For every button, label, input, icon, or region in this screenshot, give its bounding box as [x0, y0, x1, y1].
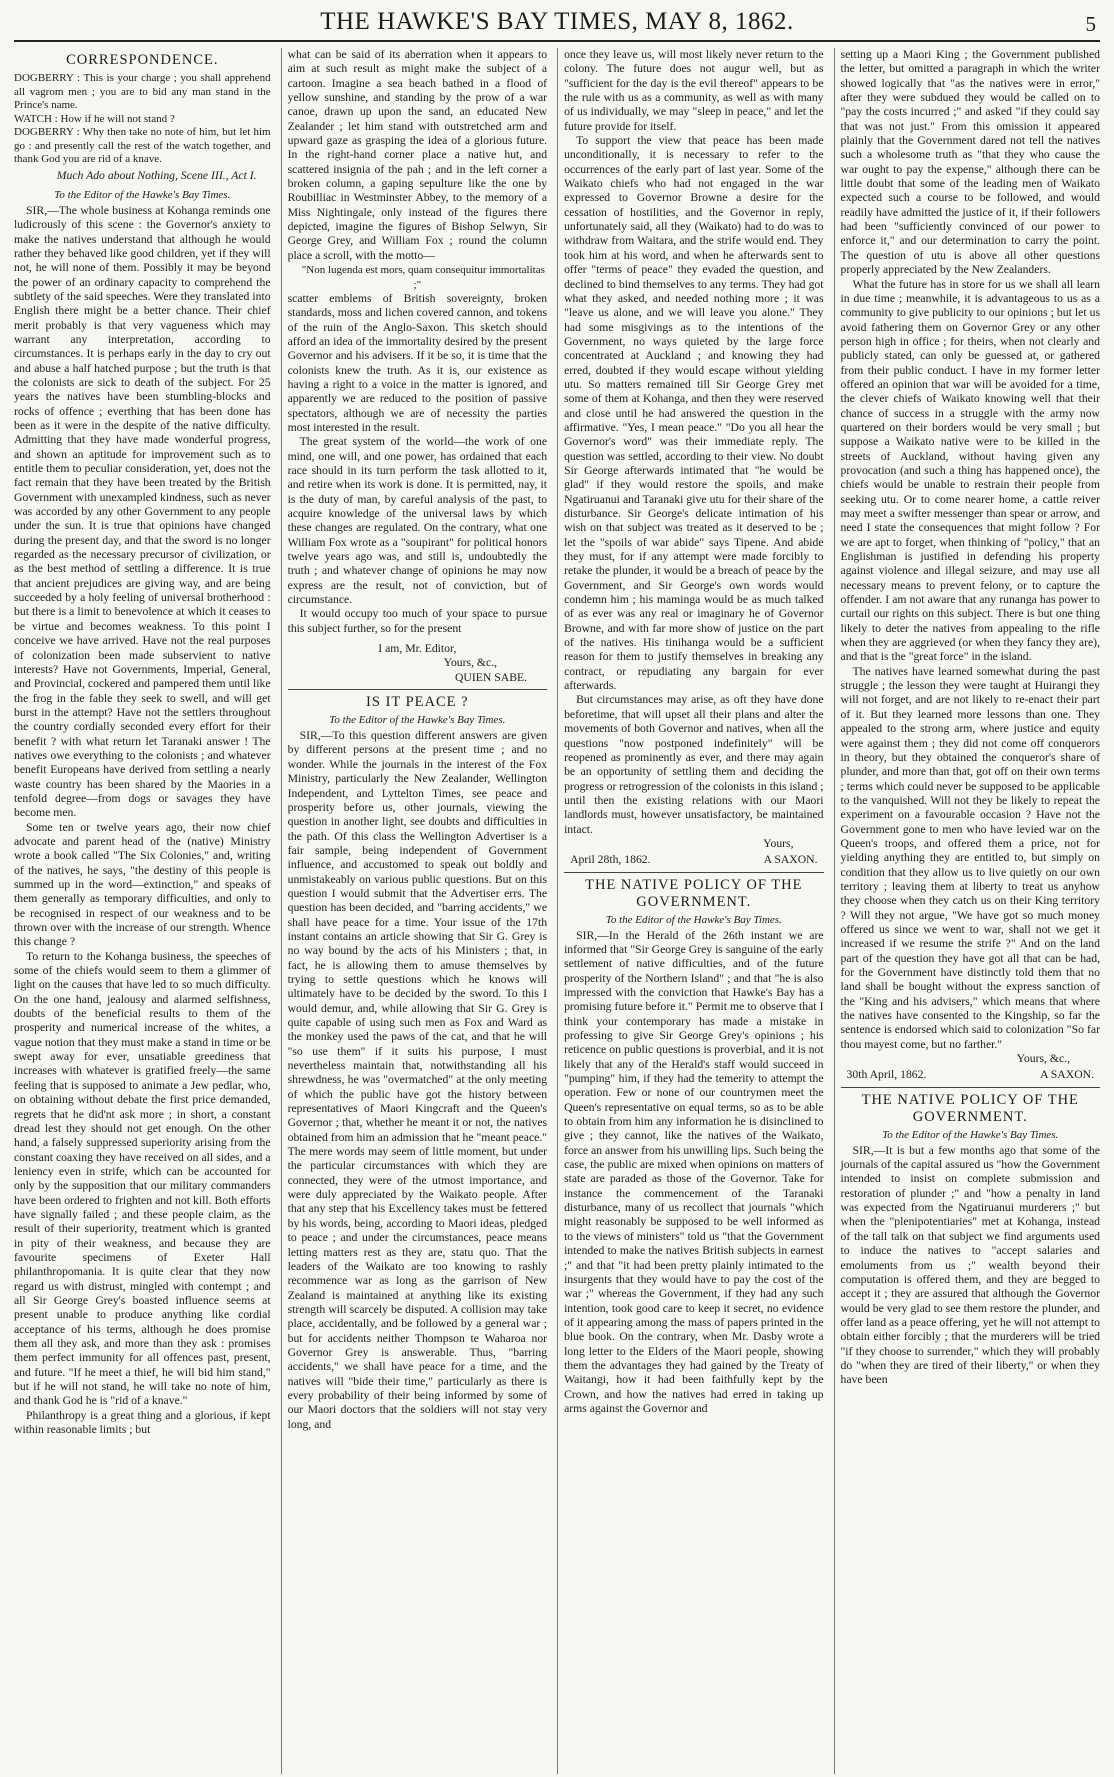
column-1: [14, 48, 271, 1774]
letter-address: To the Editor of the Hawke's Bay Times.: [54, 188, 231, 201]
signoff-line: I am, Mr. Editor,: [378, 642, 457, 656]
signoff-line: Yours, &c.,: [1016, 1052, 1070, 1066]
epigraph-line: DOGBERRY : Why then take no note of him, but let him go : and presently call the rest of the watch together, and thank God you are rid of a knave.: [14, 126, 271, 165]
letter-paragraph: The great system of the world—the work of one mind, one will, and one power, has ordained that each race should in its turn perform the task allotted to it, and retire when its work is done. It is permitted, nay, it is the duty of man, by careful analysis of the past, to acquire knowledge of the universal laws by which these changes are regulated. On the contrary, what one William Fox wrote as a "soupirant" for political honors twelve years ago was, and still is, undoubtedly the truth ; and whatever change of opinions he may now express are the result, not of conviction, but of circumstance.: [287, 435, 548, 607]
letter-date: April 28th, 1862.: [570, 853, 651, 867]
letter-paragraph: The natives have learned somewhat during the past struggle ; the lesson they were taught at Huirangi they will not forget, and are not likely to re-enact their part of it. But they learned more lessons than one. They appealed to the strong arm, where justice and equity were against them ; they did not come off conquerors in theory, but they obtained the conqueror's share of plunder, and more than that, got off on their own terms ; terms which could never be supposed to be applicable to the vanquished. Will not they be likely to repeat the experiment on a favourable occasion ? Have not the Government gone to men who have levied war on the Queen's troops, and offered them a price, not for yielding anything they are entitled to, but simply on condition that they allow us to live quietly on our own territory ; leaving them at liberty to treat us anyhow they choose when they catch us on their King territory ? Will they not argue, "We have got so much money offered us since we went to war, shall not we get it increased if we resume the strife ?" And on the land part of the question they have got all that can be had, for the Government have distinctly told them that no land shall be bought without the express sanction of the "King and his advisers," which means that where the natives have consented to the Kingship, so far the sentence is endorsed which said to colonization "So far thou mayest come, but no farther.": [840, 664, 1100, 1051]
letter-paragraph: setting up a Maori King ; the Government published the letter, but omitted a paragraph in which the writer showed logically that "as the natives were in error," after they were subdued they would be called on to "pay the costs incurred ;" and asked "if they could say that was not just." From this omission it appeared plainly that the Government dared not tell the natives such a wholesome truth as "that they who cause the war ought to pay the expense," although there can be little doubt that some of the leading men of Waikato expected such a course to be followed, and would readily have admitted the justice of it, if their followers had been "sufficiently convinced of our power to enforce it," and our determination to carry the point. The question of utu is above all other questions properly appreciated by the New Zealanders.: [840, 48, 1100, 277]
letter-paragraph: It would occupy too much of your space to pursue this subject further, so for the present: [287, 607, 548, 635]
letter-paragraph: SIR,—It is but a few months ago that some of the journals of the capital assured us "how the Government intended to insist on complete submission and restoration of plunder ;" and "how a penalty in land was expected from the Ngatiruanui murderers ;" but when the "plenipotentiaries" met at Kohanga, instead of the tall talk on that subject we find arguments used to induce the natives to "accept salaries and emoluments from us ;" wealth beyond their computation is offered them, and they are begged to accept it ; they are assured that although the Governor would be very glad to see them restore the plunder, and offer land as a peace offering, yet he will not attempt to obtain either forcibly ; that the murderers will be tried "if they choose to surrender," which they will probably do "when they are tired of their liberty," or when they have been: [840, 1143, 1100, 1387]
letter-address: To the Editor of the Hawke's Bay Times.: [329, 714, 506, 727]
column-3: [557, 48, 823, 1774]
signature: QUIEN SABE.: [454, 670, 528, 684]
letter-paragraph: Philanthropy is a great thing and a glorious, if kept within reasonable limits ; but: [14, 1408, 271, 1437]
section-heading-native-policy: THE NATIVE POLICY OF THE GOVERNMENT.: [861, 1091, 1079, 1125]
column-2: [281, 48, 547, 1774]
column-4: [834, 48, 1100, 1774]
signature: A SAXON.: [1040, 1068, 1094, 1082]
letter-paragraph: What the future has in store for us we shall all learn in due time ; meanwhile, it is advantageous to us as a community to give publicity to our opinions ; but let us avoid fathering them on Governor Grey or any other person high in office ; for theirs, when not clearly and publicly stated, can only be guessed at, or gathered from their public conduct. I have in my former letter offered an opinion that war will be avoided for a time, the clever chiefs of Waikato knowing well that their chance of success in a struggle with the army now quartered on their borders would be very small ; but suppose a Waikato native were to be killed in the streets of Auckland, without having given any provocation (and such a thing has happened once), the chiefs would be unable to restrain their people from seeking utu. Or to come nearer home, a cattle reiver may meet a swifter messenger than spear or arrow, and need I state the consequences that might follow ? For we are apt to forget, when thinking of "policy," that an Englishman is justified in defending his property against violence and illegal seizure, and may use all necessary means to prevent felony, or to capture the offender. I am not aware that any runanga has power to curtail our rights on this subject. There is but one thing likely to deter the natives from appealing to the rifle when they are aggrieved (or when they fancy they are), and that is the "great force" in the island.: [840, 277, 1100, 664]
section-divider: [841, 1087, 1100, 1088]
epigraph-line: WATCH : How if he will not stand ?: [14, 112, 175, 125]
letter-paragraph: what can be said of its aberration when it appears to aim at such result as might make the subject of a cartoon. Imagine a sea beach bathed in a flood of yellow sunshine, and standing by the prow of a war canoe, drawn up upon the sand, an educated New Zealander ; let him stand with outstretched arm and upward gaze as grasping the idea of a glorious future. In the right-hand corner place a native hut, and scattered insignia of the pah ; and in the left corner a broken column, a gaping sepulture like the one by Roubilliac in Westminster Abbey, to the memory of a Miss Nightingale, only instead of the figures there depicted, imagine the figures of Bishop Selwyn, Sir George Grey, and William Fox ; round the column place a scroll, with the motto—: [287, 48, 548, 262]
letter-paragraph: To support the view that peace has been made unconditionally, it is necessary to refer to the occurrences of the early part of last year. Some of the Waikato chiefs who had not engaged in the war expressed to Governor Browne a desire for the cessation of hostilities, and the Governor in reply, unfortunately said, all they (Waikato) had to do was to withdraw from Waitara, and the strife would end. They took him at his word, and when he afterwards sent to offer "terms of peace" they evaded the question, and declined to bind themselves to any terms. They had got what they asked, and needed nothing more ; it was "leave us alone, and we will leave you alone." They had some misgivings as to the intentions of the Government, no ways quieted by the large force concentrated at Auckland ; and knowing they had erred, doubted if they would escape without yielding utu. So matters remained till Sir George Grey met some of them at Kohanga, and then they were reserved and close until he had answered the question in the affirmative. "Yes, I mean peace." "Do you all hear the Governor's word" was their immediate reply. The question was settled, according to their view. No doubt Sir George afterwards intimated that "he would be glad" if they would restore the spoils, and make Ngatiruanui and Taranaki give utu for their share of the disturbance. Sir George's delicate intimation of his wish on that subject was treated as it deserved to be ; let the "spoils of war abide" says Tipene. And abide they must, for if any attempt were made forcibly to retake the plunder, it would be a breach of peace by the Government, and Sir George's own words would condemn him ; his maminga would be as much talked of as ever was any real or imaginary he of Governor Browne, and with far more show of justice on the part of the natives. His tinihanga would be a sufficient reason for them to justify themselves in breaking any contract, or repudiating any bargain for ever afterwards.: [564, 134, 824, 693]
letter-paragraph: scatter emblems of British sovereignty, broken standards, moss and lichen covered cannon, and tokens of the ruin of the Anglo-Saxon. This sketch should afford an idea of the immortality desired by the present Governor and his advisers. If it be so, it is time that the colonists knew the truth. As it is, our existence as having a right to a voice in the matter is ignored, and apparently we are reduced to the position of passive spectators, although we are of necessity the parties most interested in the result.: [287, 291, 548, 434]
letter-paragraph: But circumstances may arise, as oft they have done beforetime, that will upset all their plans and alter the movements of both Governor and natives, when all the questions "now postponed indefinitely" will be reopened as prominently as ever, and there may again be an opportunity of settling them and deciding the progress or retrogression of the colonists in this island ; until then the existing relations with our Maori landlords must, however unsatisfactory, be maintained intact.: [564, 693, 824, 836]
letter-paragraph: Some ten or twelve years ago, their now chief advocate and parent head of the (native) Ministry wrote a book called "The Six Colonies," and, writing of the natives, he says, "the destiny of this people is summed up in the word—extinction," and speaks of them generally as temporary difficulties, and only to be recognised in respect of our weakness and to be thrown over with the increase of our strength. Whence this change ?: [14, 820, 271, 949]
masthead: [14, 6, 1100, 42]
letter-paragraph: SIR,—In the Herald of the 26th instant we are informed that "Sir George Grey is sanguine of the early settlement of native difficulties, and of the future prosperity of the Northern Island" ; and that "he is also impressed with the conviction that Hawke's Bay has a promising future before it." Permit me to observe that I think your contemporary has made a mistake in professing to give Sir George Grey's opinions ; his reticence on public questions is proverbial, and it is not likely that any of the Herald's staff would succeed in "pumping" him, if they had the temerity to attempt the operation. Few or none of our countrymen meet the Queen's representative on equal terms, so as to be able to obtain from him any information he is disinclined to give ; they cannot, like the natives of the Waikato, force an answer from his unwilling lips. Such being the case, the public are mixed when opinions on matters of state are paraded as those of the Governor. Take for instance the commencement of the Taranaki disturbance, many of us recollect that journals "which might reasonably be supposed to be well informed as to the views of ministers" told us "that the Government intended to make the natives British subjects in earnest ;" and that "it had been pretty plainly intimated to the insurgents that they would have to pay the cost of the war ;" whereas the Government, if they had any such intention, took good care to keep it secret, no evidence of it appearing among the mass of papers printed in the blue book. On the contrary, when Mr. Dasby wrote a long letter to the Elders of the Maori people, showing them the advantages they had gained by the Treaty of Waitangi, how it had been faithfully kept by the Crown, and how the natives had erred in taking up arms against the Governor and: [564, 928, 824, 1415]
dateline: [841, 1068, 1100, 1082]
epigraph-line: DOGBERRY : This is your charge ; you shall apprehend all vagrom men ; you are to bid any man stand in the Prince's name.: [14, 72, 271, 111]
letter-paragraph: SIR,—The whole business at Kohanga reminds one ludicrously of this scene : the Governor's anxiety to make the natives understand that although he would rather they behaved like good children, yet if they will not, he will none of them. Possibly it may be beyond the power of an ordinary capacity to comprehend the subtlety of the said speeches. Were they translated into English there might be a better chance. Their chief merit probably is that very vagueness which may warrant any interpretation, according to circumstances. It is perhaps early in the day to cry out and abuse a half hatched purpose ; but the truth is that the colonists are sick to death of the subject. For 25 years the natives have been stumbling-blocks and rocks of offence ; everthing that has been done has been as it were in the despite of the native difficulty. Admitting that they have made wonderful progress, and shown an aptitude for improvement such as to entitle them to peculiar consideration, yet, does not the fact remain that they have been treated by the British Government with unexampled kindness, such as never was accorded by any other Government to any people under the sun. It is true that opinions have changed during the present day, and that the sword is no longer regarded as the necessary precursor of civilization, or as the best method of settling a difference. It is true that ancient prejudices are giving way, and are being succeeded by a holy feeling of universal brotherhood : but there is a limit to benevolence at which it ceases to be virtue and becomes weakness. To this point I conceive we have arrived. Have not the real purposes of colonization been made subservient to native interests? Have not Governments, Imperial, General, and Provincial, cockered and pampered them until like the frog in the fable they seek to swell, and will get burst in the attempt? Have not the settlers throughout the country cordially seconded every effort for their benefit ? with what return let Taranaki answer ! The natives owe everything to the colonists ; and whatever benefit Europeans have derived from settling a nearly waste country has been shared by the Maories in a tenfold degree—from dogs or savages they have become men.: [14, 203, 271, 820]
letter-paragraph: once they leave us, will most likely never return to the colony. The future does not augur well, but as "sufficient for the day is the evil thereof" appears to be the rule with us as a community, as well as with many of us individually, we may "sleep in peace," and let the future provide for itself.: [564, 48, 824, 133]
letter-paragraph: SIR,—To this question different answers are given by different persons at the present time ; and no wonder. While the journals in the interest of the Fox Ministry, particularly the New Zealander, Wellington Independent, and Lyttelton Times, see peace and prosperity before us, other journals, viewing the question in another light, see doubts and difficulties in the path. Of this class the Wellington Advertiser is a fair sample, being independent of Government influence, and accustomed to speak out boldly and unmistakeably on various public questions. But on this question I would submit that the Advertiser errs. The question has been decided, and "barring accidents," we shall have peace for a time. Your issue of the 17th instant contains an article showing that Sir G. Grey is no way bound by the acts of his Ministers ; that, in fact, he is allowing them to amuse themselves by trying to settle questions which he knows will ultimately have to be decided by the sword. To this I would demur, and, while allowing that Sir G. Grey is quite capable of using such men as Fox and Ward as the monkey used the paws of the cat, and that he will "so use them" if it suits his purpose, I must nevertheless maintain that, notwithstanding all his shrewdness, he was "overmatched" at the only meeting of which the public have got the history between representatives of Maori Kingcraft and the Queen's Governor ; that, whether he meant it or not, the natives obtained from him an admission that he "meant peace." The mere words may seem of little moment, but under the particular circumstances with which they are connected, they were of the utmost importance, and were duly appreciated by the Waikato people. After that any step that his Excellency takes must be fettered by his words, being, according to Maori ideas, pledged to peace ; and under the circumstances, peace means letting matters rest as they are, statu quo. That the leaders of the Waikato are too knowing to rashly recommence war as long as the garrison of New Zealand is maintained at anything like its existing strength will scarcely be disputed. A collision may take place, accidentally, and be followed by a general war ; but for accidents neither Thompson te Waharoa nor Governor Grey is answerable. Thus, "barring accidents," we shall have peace for a time, and the natives will "bide their time," particularly as there is every probability of their being informed by some of our Maori doctors that the soldiers will not stay very long, and: [287, 729, 548, 1431]
section-divider: [564, 872, 823, 873]
epigraph-citation: Much Ado about Nothing, Scene III., Act I.: [56, 168, 257, 182]
newspaper-title: THE HAWKE'S BAY TIMES, MAY 8, 1862.: [320, 8, 794, 35]
section-divider: [288, 689, 547, 690]
signoff-line: Yours,: [763, 836, 794, 850]
dateline: [564, 853, 823, 867]
letter-date: 30th April, 1862.: [846, 1068, 927, 1082]
section-heading-peace: IS IT PEACE ?: [366, 694, 469, 711]
page-number: 5: [1085, 12, 1096, 36]
epigraph: [14, 72, 271, 167]
letter-address: To the Editor of the Hawke's Bay Times.: [882, 1128, 1059, 1141]
columns: [14, 48, 1100, 1774]
signature: A SAXON.: [763, 853, 818, 867]
letter-paragraph: To return to the Kohanga business, the speeches of some of the chiefs would seem to them a glimmer of light on the causes that have led to so much difficulty. On the one hand, jealousy and alarmed selfishness, doubts of the beneficial results to them of the prosperity and numerical increase of the whites, a vague notion that they must make a stand in time or be swept away for ever, unsatiable greediness that increases with whatever is gratified freely—the same feeling that is supposed to animate a Jew pedlar, who, on obtaining without debate the first price demanded, regrets that he did'nt ask more ; in short, a constant dread lest they should not get enough. On the other hand, a falsely suppressed superiority arising from the constant coaxing they have received on all sides, and a leniency even in strife, which can be accounted for only by the supposition that our military commanders have been ordered to frighten and not kill. Both efforts have signally failed ; and these people claim, as the result of their superiority, treatment which is granted in pity of their weakness, and because they are favourite specimens of Exeter Hall philanthropomania. It is quite clear that they now regard us with distrust, mingled with contempt ; and all Sir George Grey's boasted influence seems at present unable to produce anything like cordial acceptance of his terms, although he does promise them all they ask, and more than they ask : promises them perfect immunity for all offences past, present, and future. "If he meet a thief, he will bid him stand," but if he will not stand, he will take no note of him, and thank God he is "rid of a knave.": [14, 949, 271, 1408]
latin-quote: "Non lugenda est mors, quam consequitur immortalitas ;": [301, 264, 545, 291]
letter-address: To the Editor of the Hawke's Bay Times.: [605, 913, 782, 926]
section-heading-correspondence: CORRESPONDENCE.: [66, 52, 219, 68]
signoff-line: Yours, &c.,: [443, 656, 498, 670]
section-heading-native-policy: THE NATIVE POLICY OF THE GOVERNMENT.: [585, 876, 803, 910]
